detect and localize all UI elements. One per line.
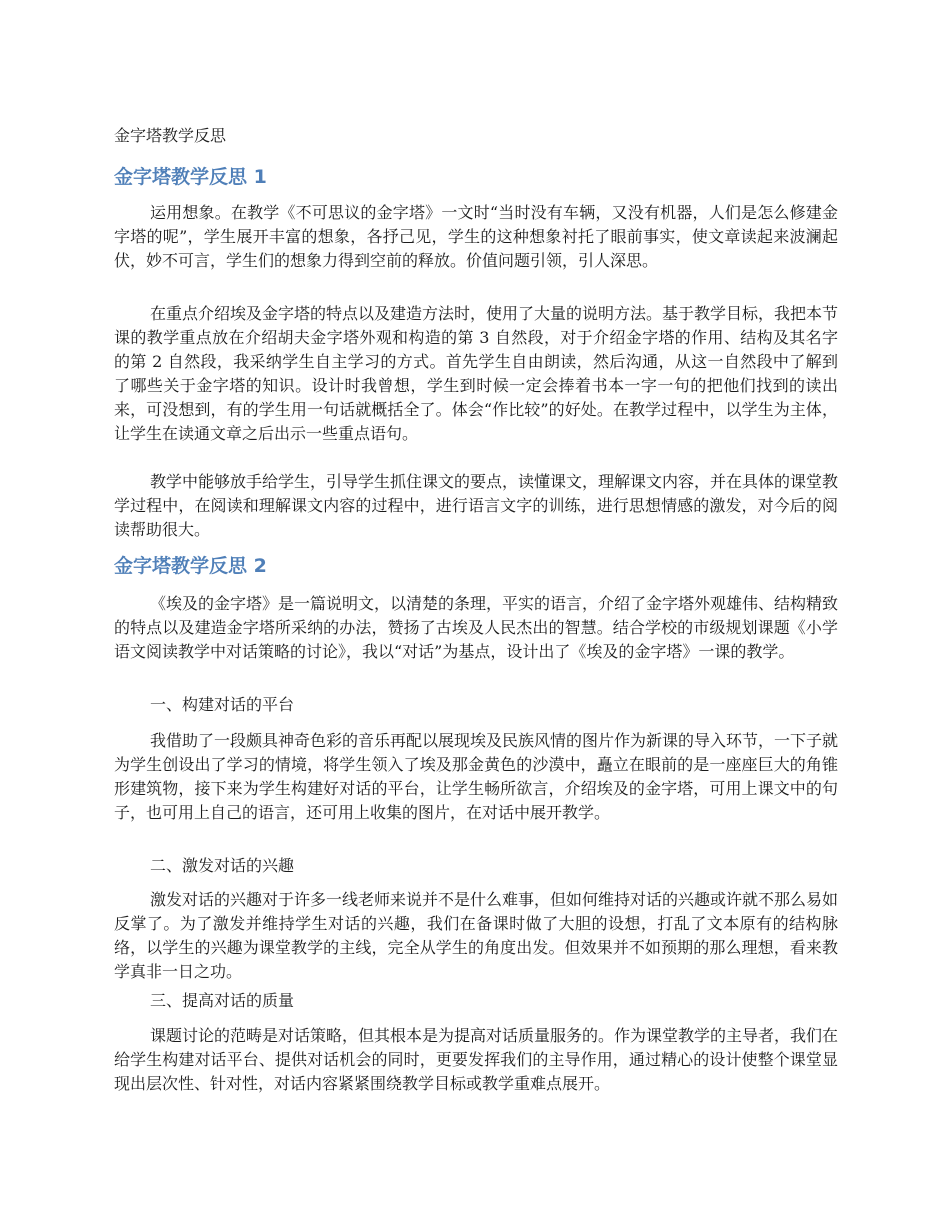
- section-heading-2: 金字塔教学反思 2: [114, 555, 267, 577]
- subheading: 三、提高对话的质量: [150, 991, 295, 1010]
- paragraph: 激发对话的兴趣对于许多一线老师来说并不是什么难事，但如何维持对话的兴趣或许就不那么易如反掌了。为了激发并维持学生对话的兴趣，我们在备课时做了大胆的设想，打乱了文本原有的结构脉络，以学生的兴趣为课堂教学的主线，完全从学生的角度出发。但效果并不如预期的那么理想，看来教学真非一日之功。: [114, 890, 839, 981]
- paragraph: 我借助了一段颇具神奇色彩的音乐再配以展现埃及民族风情的图片作为新课的导入环节，一下子就为学生创设出了学习的情境，将学生领入了埃及那金黄色的沙漠中，矗立在眼前的是一座座巨大的角锥形建筑物，接下来为学生构建好对话的平台，让学生畅所欲言，介绍埃及的金字塔，可用上课文中的句子，也可用上自己的语言，还可用上收集的图片，在对话中展开教学。: [114, 731, 839, 822]
- document-title: 金字塔教学反思: [114, 126, 227, 145]
- paragraph: 运用想象。在教学《不可思议的金字塔》一文时“当时没有车辆，又没有机器，人们是怎么修建金字塔的呢”，学生展开丰富的想象，各抒己见，学生的这种想象衬托了眼前事实，使文章读起来波澜起伏，妙不可言，学生们的想象力得到空前的释放。价值问题引领，引人深思。: [114, 203, 838, 270]
- paragraph: 教学中能够放手给学生，引导学生抓住课文的要点，读懂课文，理解课文内容，并在具体的课堂教学过程中，在阅读和理解课文内容的过程中，进行语言文字的训练，进行思想情感的激发，对今后的阅读帮助很大。: [114, 472, 839, 539]
- section-heading-1: 金字塔教学反思 1: [114, 166, 267, 188]
- subheading: 一、构建对话的平台: [150, 695, 295, 714]
- paragraph: 课题讨论的范畴是对话策略，但其根本是为提高对话质量服务的。作为课堂教学的主导者，我们在给学生构建对话平台、提供对话机会的同时，更要发挥我们的主导作用，通过精心的设计使整个课堂显现出层次性、针对性，对话内容紧紧围绕教学目标或教学重难点展开。: [114, 1026, 839, 1093]
- paragraph: 在重点介绍埃及金字塔的特点以及建造方法时，使用了大量的说明方法。基于教学目标，我把本节课的教学重点放在介绍胡夫金字塔外观和构造的第 3 自然段，对于介绍金字塔的作用、结构及其名字的第 2 自然段，我采纳学生自主学习的方式。首先学生自由朗读，然后沟通，从这一自然段中了解到了哪些关于金字塔的知识。设计时我曾想，学生到时候一定会捧着书本一字一句的把他们找到的读出来，可没想到，有的学生用一句话就概括全了。体会“作比较”的好处。在教学过程中，以学生为主体，让学生在读通文章之后出示一些重点语句。: [114, 304, 839, 443]
- paragraph: 《埃及的金字塔》是一篇说明文，以清楚的条理，平实的语言，介绍了金字塔外观雄伟、结构精致的特点以及建造金字塔所采纳的办法，赞扬了古埃及人民杰出的智慧。结合学校的市级规划课题《小学语文阅读教学中对话策略的讨论》，我以“对话”为基点，设计出了《埃及的金字塔》一课的教学。: [114, 594, 839, 661]
- subheading: 二、激发对话的兴趣: [150, 856, 295, 875]
